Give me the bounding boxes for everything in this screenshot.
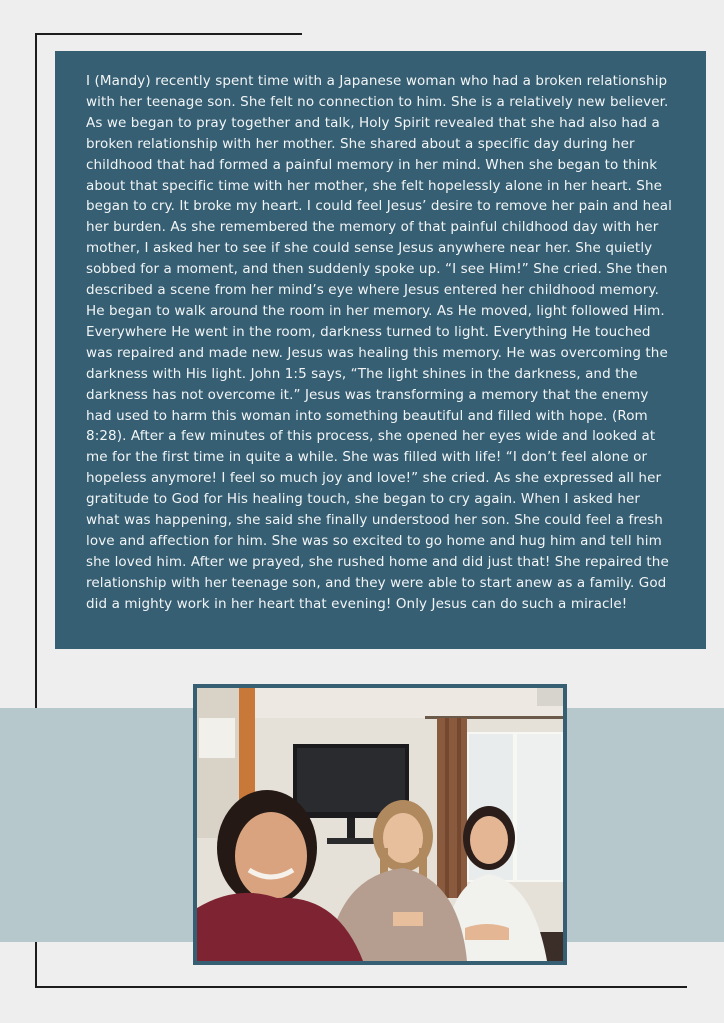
group-photo	[197, 688, 563, 961]
story-text: I (Mandy) recently spent time with a Japanese woman who had a broken relationship with her teenage son. She felt no connection to him. She is a relatively new believer. As we began to pray together and talk, Holy Spirit revealed that she had also had a broken relationship with her mother. She shared about a specific day during her childhood that had formed a painful memory in her mind. When she began to think about that specific time with her mother, she felt hopelessly alone in her heart. She began to cry. It broke my heart. I could feel Jesus’ desire to remove her pain and heal her burden. As she remembered the memory of that painful childhood day with her mother, I asked her to see if she could sense Jesus anywhere near her. She quietly sobbed for a moment, and then suddenly spoke up. “I see Him!” She cried. She then described a scene from her mind’s eye where Jesus entered her childhood memory. He began to walk around the room in her memory. As He moved, light followed Him. Everywhere He went in the room, darkness turned to light. Everything He touched was repaired and made new. Jesus was healing this memory. He was overcoming the darkness with His light. John 1:5 says, “The light shines in the darkness, and the darkness has not overcome it.” Jesus was transforming a memory that the enemy had used to harm this woman into something beautiful and filled with hope. (Rom 8:28). After a few minutes of this process, she opened her eyes wide and looked at me for the first time in quite a while. She was filled with life! “I don’t feel alone or hopeless anymore! I feel so much joy and love!” she cried. As she expressed all her gratitude to God for His healing touch, she began to cry again. When I asked her what was happening, she said she finally understood her son. She could feel a fresh love and affection for him. She was so excited to go home and hug him and tell him she loved him. After we prayed, she rushed home and did just that! She repaired the relationship with her teenage son, and they were able to start anew as a family. God did a mighty work in her heart that evening! Only Jesus can do such a miracle!	[86, 73, 672, 612]
frame-line-bottom	[35, 986, 687, 988]
story-box	[55, 51, 706, 649]
photo-frame	[193, 684, 567, 965]
frame-line-top	[35, 33, 302, 35]
